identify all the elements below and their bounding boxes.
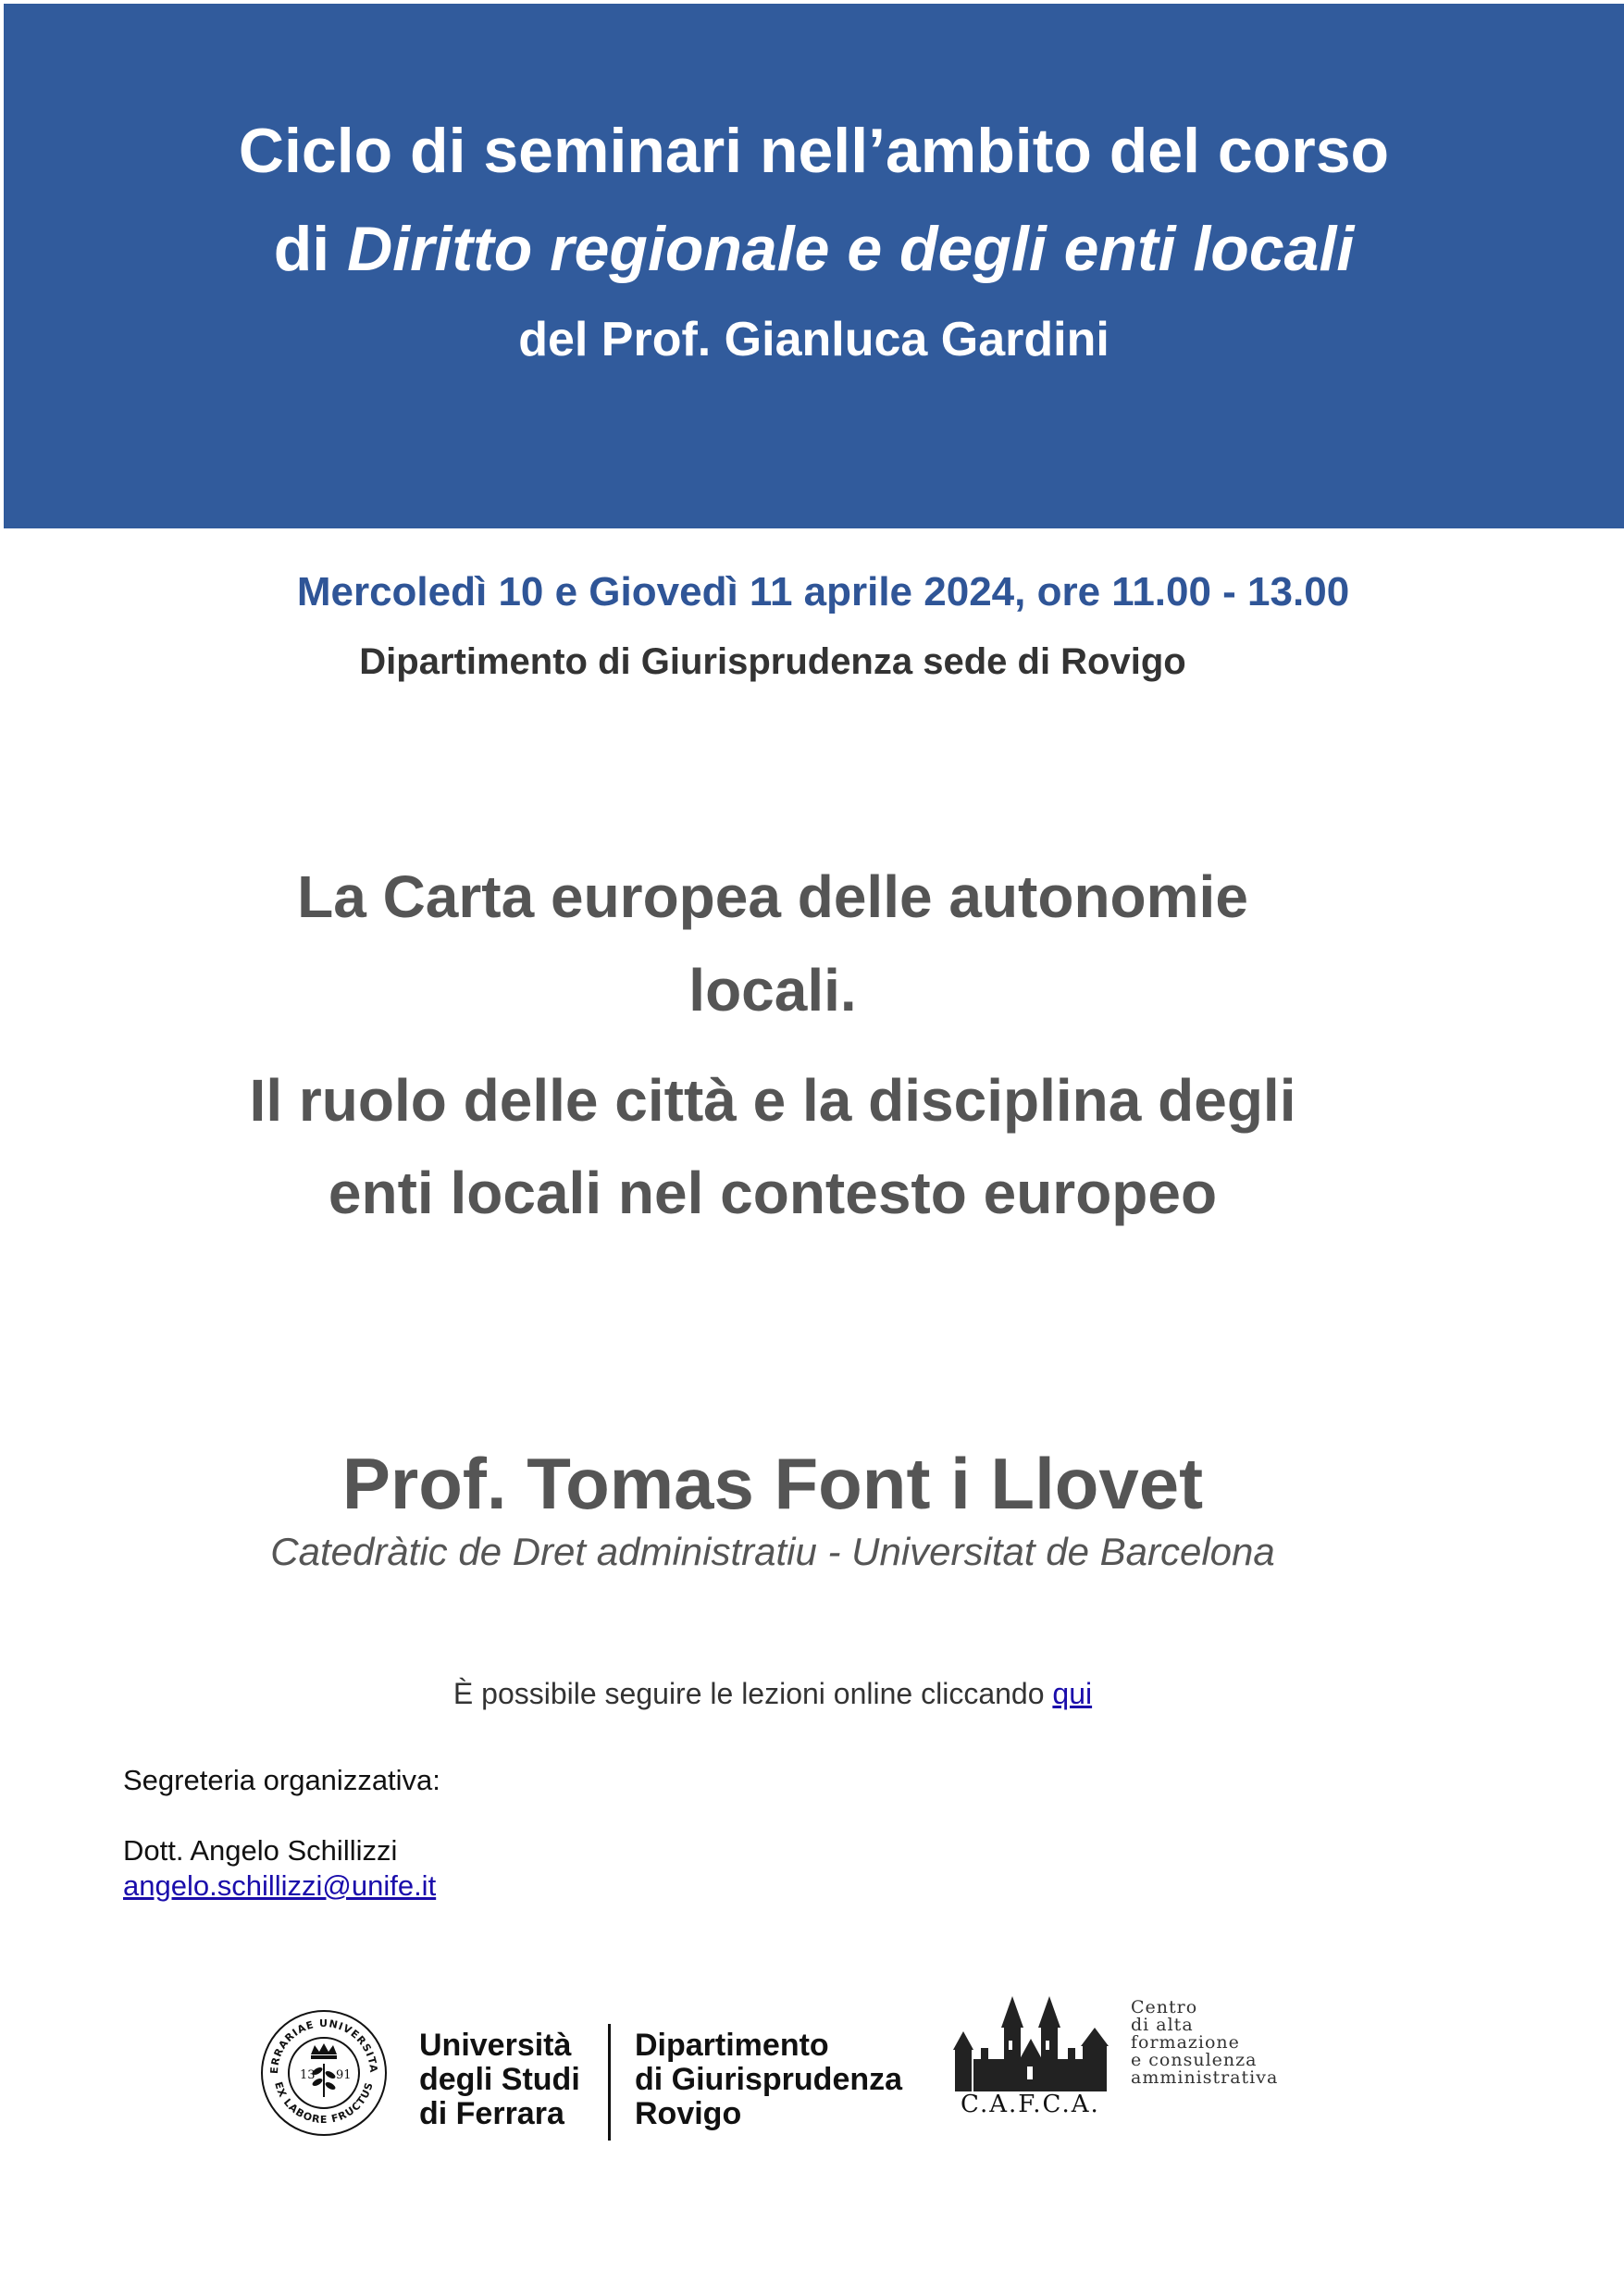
secretariat-email (123, 1869, 436, 1903)
header-line3: del Prof. Gianluca Gardini (518, 313, 1110, 366)
logo-divider (608, 2024, 611, 2141)
cafca-description (1131, 1999, 1278, 2087)
university-name-line1: Università (419, 2028, 572, 2063)
department-name-line2: di Giurisprudenza (635, 2062, 903, 2097)
online-link[interactable]: qui (1052, 1677, 1093, 1710)
header-line1: Ciclo di seminari nell’ambito del corso (238, 116, 1390, 186)
seal-icon (259, 2008, 389, 2138)
seal-year-left: 13 (300, 2068, 316, 2082)
cafca-desc-line2: di alta (1131, 2015, 1194, 2035)
cafca-label: C.A.F.C.A. (961, 2091, 1100, 2118)
header-line2-prefix: di (273, 214, 348, 284)
seminar-title-line3: Il ruolo delle città e la disciplina degli (249, 1067, 1296, 1134)
secretariat-name: Dott. Angelo Schillizzi (123, 1834, 398, 1867)
cafca-desc-line5: amministrativa (1131, 2067, 1279, 2088)
event-date-time: Mercoledì 10 e Giovedì 11 aprile 2024, ore 11.00 - 13.00 (296, 569, 1350, 614)
university-name (419, 2029, 580, 2131)
seminar-title-line4: enti locali nel contesto europeo (328, 1160, 1218, 1226)
seal-year-right: 91 (336, 2068, 352, 2082)
speaker-role: Catedràtic de Dret administratiu - Universitat de Barcelona (270, 1530, 1275, 1573)
department-name (635, 2029, 902, 2131)
cafca-logo (953, 1994, 1110, 2119)
event-venue: Dipartimento di Giurisprudenza sede di Rovigo (359, 641, 1186, 682)
email-link[interactable]: angelo.schillizzi@unife.it (123, 1869, 437, 1902)
speaker-name: Prof. Tomas Font i Llovet (341, 1443, 1204, 1524)
seal-text-bottom: EX LABORE FRUCTUS (272, 2080, 376, 2127)
department-name-line1: Dipartimento (635, 2028, 829, 2063)
course-name: Diritto regionale e degli enti locali (347, 214, 1355, 284)
seminar-title-line1: La Carta europea delle autonomie (297, 863, 1248, 930)
cafca-desc-line1: Centro (1131, 1997, 1198, 2017)
seminar-title-line2: locali. (688, 957, 857, 1024)
svg-text:FERRARIAE UNIVERSITAS (259, 2008, 379, 2074)
university-name-line2: degli Studi (419, 2062, 580, 2097)
cafca-desc-line4: e consulenza (1131, 2050, 1258, 2070)
department-name-line3: Rovigo (635, 2096, 742, 2131)
secretariat-label: Segreteria organizzativa: (123, 1764, 440, 1796)
cathedral-icon (953, 1994, 1110, 2096)
university-seal-logo (259, 2008, 389, 2138)
university-name-line3: di Ferrara (419, 2096, 564, 2131)
header-banner (4, 4, 1624, 528)
cafca-desc-line3: formazione (1131, 2032, 1240, 2053)
seal-text-top: ERRARIAE UNIVERSITA (267, 2017, 380, 2075)
header-line2 (4, 213, 1624, 285)
online-notice (0, 1677, 1545, 1711)
online-text: È possibile seguire le lezioni online cliccando (452, 1677, 1053, 1710)
